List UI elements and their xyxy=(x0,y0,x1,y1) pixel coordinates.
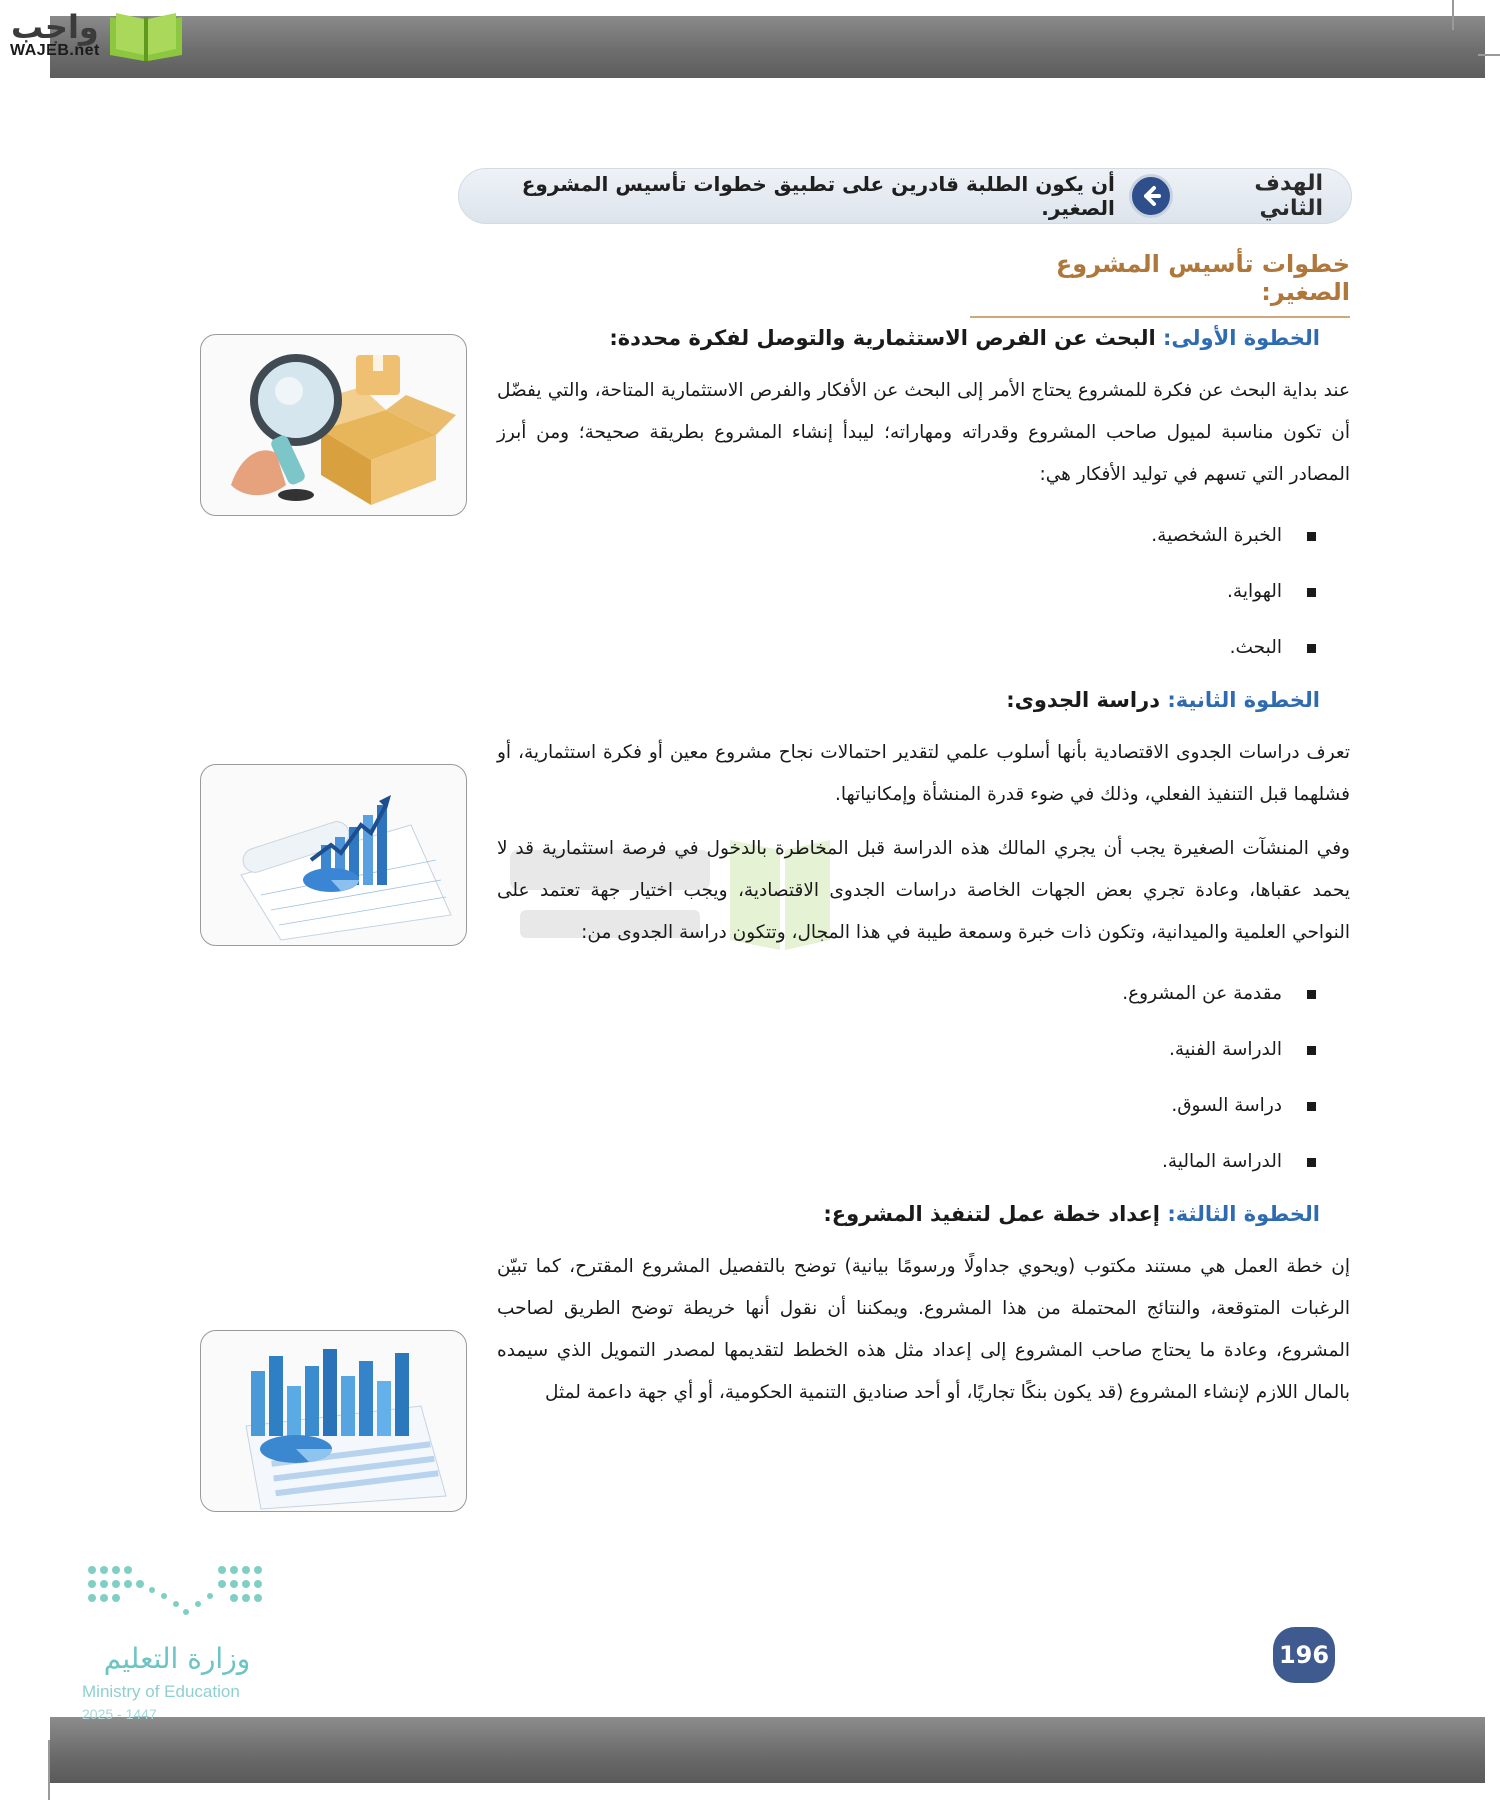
ministry-year: 2025 - 1447 xyxy=(82,1706,157,1722)
list-item: الهواية. xyxy=(497,564,1316,620)
step-2-title: دراسة الجدوى: xyxy=(1006,688,1160,712)
list-item: مقدمة عن المشروع. xyxy=(497,966,1316,1022)
crop-mark xyxy=(1452,0,1454,30)
step-2-paragraph-2: وفي المنشآت الصغيرة يجب أن يجري المالك هذه الدراسة قبل المخاطرة بالدخول في فرصة استثمارية قد لا يحمد عقباها، وعادة تجري بعض الجهات الخاصة دراسات الجدوى الاقتصادية، ويجب اختيار جهة تعتمد على النواحي العلمية والميدانية، وتكون ذات خبرة وسمعة طيبة في هذا المجال، وتتكون دراسة الجدوى من: xyxy=(497,838,1350,943)
bar-chart-illustration xyxy=(200,1330,467,1512)
main-content xyxy=(497,326,1350,1426)
goal-label: الهدف الثاني xyxy=(1254,171,1323,221)
list-item: البحث. xyxy=(497,620,1316,676)
step-2-heading xyxy=(497,688,1350,712)
step-1-title: البحث عن الفرص الاستثمارية والتوصل لفكرة محددة: xyxy=(609,326,1156,350)
page-number-badge: 196 xyxy=(1273,1627,1335,1683)
open-book-icon xyxy=(106,7,186,63)
arrow-left-icon xyxy=(1129,174,1173,218)
crop-mark xyxy=(1478,54,1500,56)
ministry-name-english: Ministry of Education xyxy=(82,1682,240,1701)
logo-arabic-text: واجب xyxy=(11,8,99,46)
step-2-paragraph-1: تعرف دراسات الجدوى الاقتصادية بأنها أسلوب علمي لتقدير احتمالات نجاح مشروع معين أو فكرة استثمارية، أو فشلهما قبل التنفيذ الفعلي، وذلك في ضوء قدرة المنشأة وإمكانياتها. xyxy=(497,742,1350,805)
logo-english-text: WAJEB.net xyxy=(10,42,100,59)
list-item: الدراسة المالية. xyxy=(497,1134,1316,1190)
idea-sources-list xyxy=(497,508,1350,676)
step-1-label: الخطوة الأولى: xyxy=(1163,326,1320,350)
step-3-label: الخطوة الثالثة: xyxy=(1167,1202,1320,1226)
step-3-title: إعداد خطة عمل لتنفيذ المشروع: xyxy=(823,1202,1160,1226)
feasibility-components-list xyxy=(497,966,1350,1190)
step-2-label: الخطوة الثانية: xyxy=(1167,688,1320,712)
section-title: خطوات تأسيس المشروع الصغير: xyxy=(970,250,1350,318)
step-1-paragraph: عند بداية البحث عن فكرة للمشروع يحتاج الأمر إلى البحث عن الأفكار والفرص الاستثمارية المتاحة، والتي يفضّل أن تكون مناسبة لميول صاحب المشروع وقدراته ومهاراته؛ ليبدأ إنشاء المشروع بطريقة صحيحة؛ ومن أبرز المصادر التي تسهم في توليد الأفكار هي: xyxy=(497,380,1350,485)
ministry-logo xyxy=(72,1560,282,1720)
list-item: الخبرة الشخصية. xyxy=(497,508,1316,564)
goal-text: أن يكون الطلبة قادرين على تطبيق خطوات تأسيس المشروع الصغير. xyxy=(521,172,1115,220)
ministry-name-arabic: وزارة التعليم xyxy=(103,1642,251,1675)
list-item: الدراسة الفنية. xyxy=(497,1022,1316,1078)
step-1-heading xyxy=(497,326,1350,350)
top-header-band xyxy=(50,16,1485,78)
wajeb-logo[interactable] xyxy=(10,6,190,64)
crop-mark xyxy=(48,1740,50,1800)
growth-chart-illustration xyxy=(200,764,467,946)
goal-banner xyxy=(458,168,1352,224)
step-3-heading xyxy=(497,1202,1350,1226)
ministry-dots-emblem xyxy=(82,1560,272,1630)
magnifier-box-illustration xyxy=(200,334,467,516)
step-3-paragraph: إن خطة العمل هي مستند مكتوب (ويحوي جداولًا ورسومًا بيانية) توضح بالتفصيل المشروع المقترح، كما تبيّن الرغبات المتوقعة، والنتائج المحتملة من هذا المشروع. ويمكننا أن نقول أنها خريطة توضح الطريق لصاحب المشروع، وعادة ما يحتاج صاحب المشروع إلى إعداد مثل هذه الخطط لتقديمها لمصدر التمويل الذي سيمده بالمال اللازم لإنشاء المشروع (قد يكون بنكًا تجاريًا، أو أحد صناديق التنمية الحكومية، أو أي جهة داعمة لمثل xyxy=(497,1256,1350,1403)
bottom-footer-band xyxy=(50,1717,1485,1783)
list-item: دراسة السوق. xyxy=(497,1078,1316,1134)
